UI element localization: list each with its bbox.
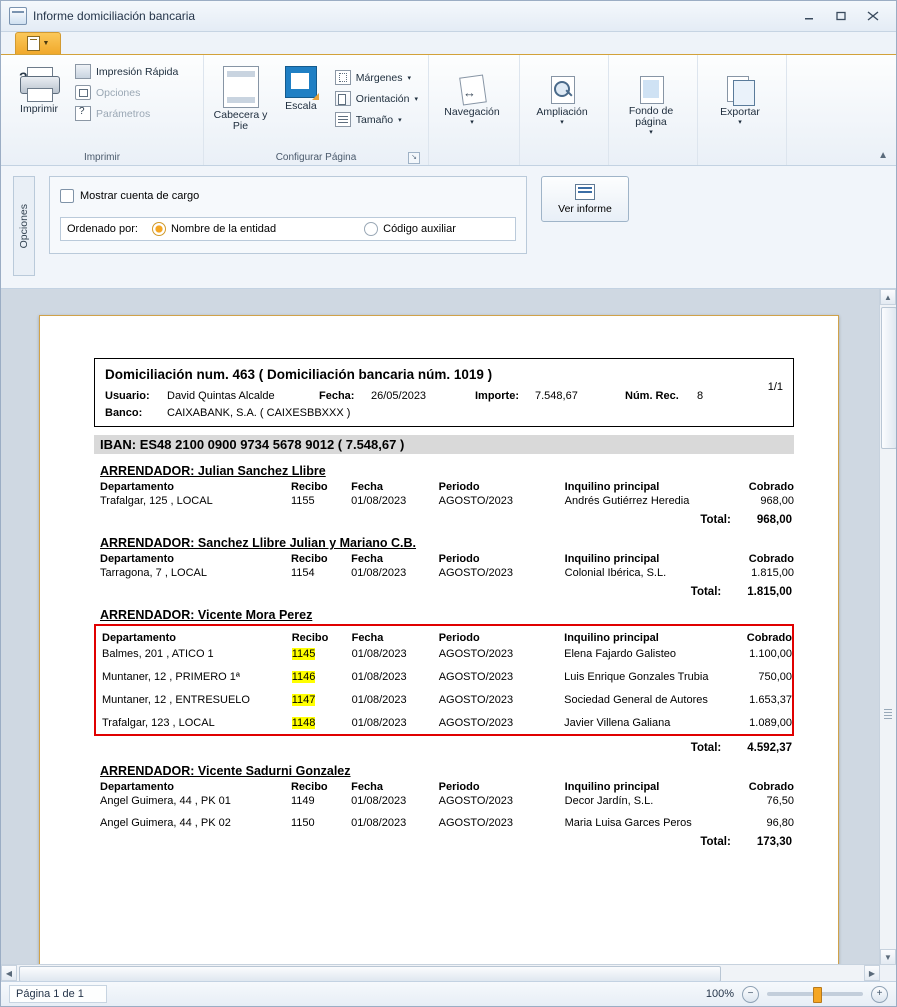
cell-periodo: AGOSTO/2023 [438,671,514,683]
zoom-controls [706,986,888,1003]
minimize-icon[interactable] [798,7,820,25]
options-panel [1,166,896,289]
chevron-down-icon: ▾ [560,119,564,126]
show-charge-account-label: Mostrar cuenta de cargo [80,190,200,202]
magnifier-icon [547,76,577,104]
group-total-row [94,836,794,848]
total-label: Total: [700,836,731,848]
zoom-out-icon[interactable]: − [742,986,759,1003]
ribbon-group-exportar [698,55,787,165]
rows-box [94,780,794,830]
scroll-up-icon[interactable]: ▲ [880,289,896,305]
landlord-title: ARRENDADOR: Vicente Sadurni Gonzalez [100,764,351,778]
usuario-label: Usuario: [105,390,150,402]
navigation-button[interactable]: ↔ Navegación ▾ [435,73,509,129]
maximize-icon[interactable] [830,7,852,25]
ribbon-group-label-fondo [615,152,691,165]
table-row [94,566,794,580]
report-header-box [94,358,794,427]
report-group [94,464,794,526]
total-value: 968,00 [756,514,792,526]
column-header-cobrado: Cobrado [746,632,792,644]
cell-departamento: Muntaner, 12 , ENTRESUELO [102,694,250,706]
radio-codigo-auxiliar[interactable]: Código auxiliar [364,222,456,236]
cell-periodo: AGOSTO/2023 [438,717,514,729]
parameters-button[interactable]: ? Parámetros [71,105,182,122]
ribbon-group-label-configurar: Configurar Página ↘ [210,152,422,165]
report-content [94,358,794,848]
cell-departamento: Balmes, 201 , ATICO 1 [102,648,214,660]
ribbon-group-imprimir [1,55,204,165]
radio-nombre-entidad[interactable]: Nombre de la entidad [152,222,276,236]
report-page-indicator: 1/1 [767,381,783,393]
options-box [49,176,527,254]
margins-icon [335,70,351,85]
column-header-inquilino: Inquilino principal [564,632,659,644]
scale-icon [285,66,317,98]
zoom-button[interactable]: Ampliación ▾ [526,73,598,129]
cell-fecha: 01/08/2023 [351,795,407,807]
options-vertical-tab[interactable]: Opciones [13,176,35,276]
cell-fecha: 01/08/2023 [351,648,407,660]
fecha-value: 26/05/2023 [371,390,427,402]
num-rec-label: Núm. Rec. [625,390,679,402]
column-header-recibo: Recibo [291,632,329,644]
ribbon-group-navegacion [429,55,520,165]
cell-fecha: 01/08/2023 [351,817,407,829]
column-header-cobrado: Cobrado [748,553,794,565]
chevron-down-icon: ▾ [738,119,742,126]
cell-inquilino: Decor Jardín, S.L. [564,795,654,807]
ribbon [1,55,896,166]
column-header-departamento: Departamento [100,781,174,793]
cell-inquilino: Elena Fajardo Galisteo [564,648,677,660]
cell-cobrado: 750,00 [758,671,792,683]
report-icon [575,184,595,200]
total-value: 1.815,00 [747,586,792,598]
export-button[interactable]: Exportar ▾ [704,73,776,129]
table-row [96,662,792,685]
cell-inquilino: Javier Villena Galiana [564,717,671,729]
scrollbar-corner [879,964,896,981]
chevron-down-icon: ▾ [470,119,474,126]
cell-periodo: AGOSTO/2023 [438,648,514,660]
collapse-ribbon-icon[interactable]: ▲ [878,150,888,161]
highlighted-rows-box [94,624,794,736]
close-icon[interactable] [862,7,884,25]
chevron-down-icon: ▾ [398,116,402,124]
cell-inquilino: Colonial Ibérica, S.L. [564,567,667,579]
banco-label: Banco: [105,407,143,419]
report-header-line-1 [105,390,783,402]
column-header-cobrado: Cobrado [748,481,794,493]
cell-departamento: Muntaner, 12 , PRIMERO 1ª [102,671,240,683]
column-header-departamento: Departamento [102,632,176,644]
cell-inquilino: Sociedad General de Autores [564,694,708,706]
navigation-icon: ↔ [455,76,489,104]
ribbon-group-ampliacion [520,55,609,165]
receipt-number-highlight: 1146 [291,671,316,683]
column-header-inquilino: Inquilino principal [564,553,660,565]
cell-periodo: AGOSTO/2023 [438,817,514,829]
column-header-periodo: Periodo [438,632,480,644]
page-info: Página 1 de 1 [9,985,107,1003]
scroll-down-icon[interactable]: ▼ [880,949,896,965]
table-row [96,685,792,708]
radio-codigo-auxiliar-button[interactable] [364,222,378,236]
cell-cobrado: 1.089,00 [749,717,792,729]
size-button[interactable]: Tamaño ▾ [331,111,422,128]
banco-value: CAIXABANK, S.A. ( CAIXESBBXXX ) [167,407,351,419]
table-row [94,794,794,808]
window-title: Informe domiciliación bancaria [33,9,196,23]
printer-icon [19,67,59,101]
receipt-number-highlight: 1147 [291,694,316,706]
cell-recibo [292,708,352,731]
table-row [96,708,792,731]
column-header-recibo: Recibo [290,781,328,793]
table-row [94,808,794,830]
chevron-down-icon: ▾ [407,74,411,82]
window-controls [798,7,892,25]
rows-box [94,552,794,580]
importe-label: Importe: [475,390,519,402]
group-total-row [94,742,794,754]
ordered-by-row [60,217,516,241]
column-header-periodo: Periodo [438,781,480,793]
options-icon [75,85,91,100]
cell-cobrado: 968,00 [760,495,794,507]
total-value: 4.592,37 [747,742,792,754]
total-label: Total: [690,586,722,598]
cell-fecha: 01/08/2023 [351,567,407,579]
show-charge-account-row[interactable] [60,189,516,203]
horizontal-scrollbar[interactable] [1,964,880,981]
quick-print-icon [75,64,91,79]
column-header-recibo: Recibo [290,553,328,565]
report-table [94,552,794,580]
total-value: 173,30 [756,836,792,848]
landlord-title: ARRENDADOR: Julian Sanchez Llibre [100,464,326,478]
document-icon [27,36,40,51]
report-header-line-2 [105,407,783,419]
ribbon-group-fondo-pagina [609,55,698,165]
column-header-recibo: Recibo [290,481,328,493]
iban-bar: IBAN: ES48 2100 0900 9734 5678 9012 ( 7.548,67 ) [94,435,794,454]
landlord-title: ARRENDADOR: Vicente Mora Perez [100,608,313,622]
scroll-left-icon[interactable]: ◀ [1,965,17,981]
cell-inquilino: Luis Enrique Gonzales Trubia [564,671,709,683]
ribbon-group-label-imprimir: Imprimir [83,152,121,163]
cell-departamento: Angel Guimera, 44 , PK 02 [100,817,231,829]
cell-periodo: AGOSTO/2023 [438,495,514,507]
application-icon [9,7,27,25]
report-table [94,780,794,830]
group-total-row [94,514,794,526]
orientation-button[interactable]: Orientación ▾ [331,90,422,107]
ribbon-group-configurar-pagina [204,55,429,165]
importe-value: 7.548,67 [535,390,578,402]
column-header-inquilino: Inquilino principal [564,781,660,793]
cell-cobrado: 96,80 [766,817,794,829]
page-scroll-viewport [1,289,880,965]
column-header-fecha: Fecha [351,481,383,493]
group-total-row [94,586,794,598]
column-header-fecha: Fecha [351,632,384,644]
report-group [94,536,794,598]
usuario-value: David Quintas Alcalde [167,390,275,402]
table-row [96,646,792,662]
scroll-gripper-icon [884,709,892,719]
tab-file[interactable] [15,32,61,54]
ribbon-group-label-navegacion [435,152,513,165]
zoom-level: 100% [705,988,734,1000]
margins-button[interactable]: Márgenes ▾ [331,69,422,86]
ribbon-group-label-ampliacion [526,152,602,165]
cell-departamento: Angel Guimera, 44 , PK 01 [100,795,231,807]
cell-fecha: 01/08/2023 [351,495,407,507]
cell-recibo [292,685,352,708]
chevron-down-icon: ▼ [42,40,50,47]
total-label: Total: [700,514,731,526]
cell-recibo [292,662,352,685]
cell-inquilino: Andrés Gutiérrez Heredia [564,495,690,507]
export-icon [725,76,755,104]
cell-cobrado: 1.653,37 [749,694,792,706]
report-table [96,630,792,731]
table-header-row [96,630,792,646]
cell-cobrado: 1.815,00 [751,567,794,579]
receipt-number-highlight: 1148 [291,717,316,729]
quick-print-button[interactable]: Impresión Rápida [71,63,182,80]
cell-recibo: 1155 [290,495,315,507]
landlord-title: ARRENDADOR: Sanchez Llibre Julian y Mariano C.B. [100,536,417,550]
total-label: Total: [690,742,722,754]
preview-area [1,289,896,981]
dialog-launcher-icon[interactable]: ↘ [408,152,420,164]
header-footer-button[interactable]: Cabecera y Pie [210,63,271,135]
table-row [94,494,794,508]
print-button[interactable]: Imprimir [7,59,71,118]
paper-size-icon [335,112,351,127]
column-header-departamento: Departamento [100,553,174,565]
report-title: Domiciliación num. 463 ( Domiciliación bancaria núm. 1019 ) [105,367,493,382]
cell-fecha: 01/08/2023 [351,717,407,729]
column-header-inquilino: Inquilino principal [564,481,660,493]
column-header-fecha: Fecha [351,553,383,565]
report-group [94,608,794,754]
view-report-button[interactable]: Ver informe [541,176,629,222]
column-header-departamento: Departamento [100,481,174,493]
zoom-slider-handle[interactable] [813,987,822,1003]
cell-fecha: 01/08/2023 [351,671,407,683]
ribbon-tab-strip [1,32,896,55]
cell-recibo [292,646,352,662]
fecha-label: Fecha: [319,390,355,402]
table-header-row [94,780,794,794]
cell-periodo: AGOSTO/2023 [438,795,514,807]
chevron-down-icon: ▾ [649,129,653,136]
header-footer-icon [223,66,259,108]
table-header-row [94,552,794,566]
cell-recibo: 1149 [290,795,315,807]
chevron-down-icon: ▾ [414,95,418,103]
table-header-row [94,480,794,494]
vertical-scrollbar[interactable] [879,289,896,965]
receipt-number-highlight: 1145 [291,648,316,660]
status-bar [1,981,896,1006]
cell-cobrado: 1.100,00 [749,648,792,660]
zoom-slider[interactable] [767,992,863,996]
cell-cobrado: 76,50 [766,795,794,807]
column-header-fecha: Fecha [351,781,383,793]
ordered-by-label: Ordenado por: [67,223,138,235]
num-rec-value: 8 [697,390,704,402]
column-header-periodo: Periodo [438,481,480,493]
radio-nombre-entidad-button[interactable] [152,222,166,236]
cell-inquilino: Maria Luisa Garces Peros [564,817,692,829]
cell-recibo: 1154 [290,567,315,579]
cell-recibo: 1150 [290,817,315,829]
cell-departamento: Trafalgar, 125 , LOCAL [100,495,213,507]
report-group [94,764,794,848]
show-charge-account-checkbox[interactable] [60,189,74,203]
cell-periodo: AGOSTO/2023 [438,694,514,706]
vertical-scroll-thumb[interactable] [881,307,896,449]
report-page [39,315,839,965]
cell-departamento: Trafalgar, 123 , LOCAL [102,717,215,729]
title-bar [1,1,896,32]
scale-button[interactable]: Escala [277,63,325,115]
horizontal-scroll-thumb[interactable] [19,966,721,981]
page-background-icon [636,76,666,104]
column-header-periodo: Periodo [438,553,480,565]
zoom-in-icon[interactable]: + [871,986,888,1003]
ribbon-group-label-exportar [704,152,780,165]
column-header-cobrado: Cobrado [748,781,794,793]
orientation-icon [335,91,351,106]
scroll-right-icon[interactable]: ▶ [864,965,880,981]
rows-box [94,480,794,508]
page-background-button[interactable]: Fondo de página ▾ [615,73,687,139]
cell-fecha: 01/08/2023 [351,694,407,706]
cell-periodo: AGOSTO/2023 [438,567,514,579]
parameters-icon [75,106,91,121]
report-groups [94,464,794,848]
cell-departamento: Tarragona, 7 , LOCAL [100,567,208,579]
options-button[interactable]: Opciones [71,84,182,101]
report-table [94,480,794,508]
